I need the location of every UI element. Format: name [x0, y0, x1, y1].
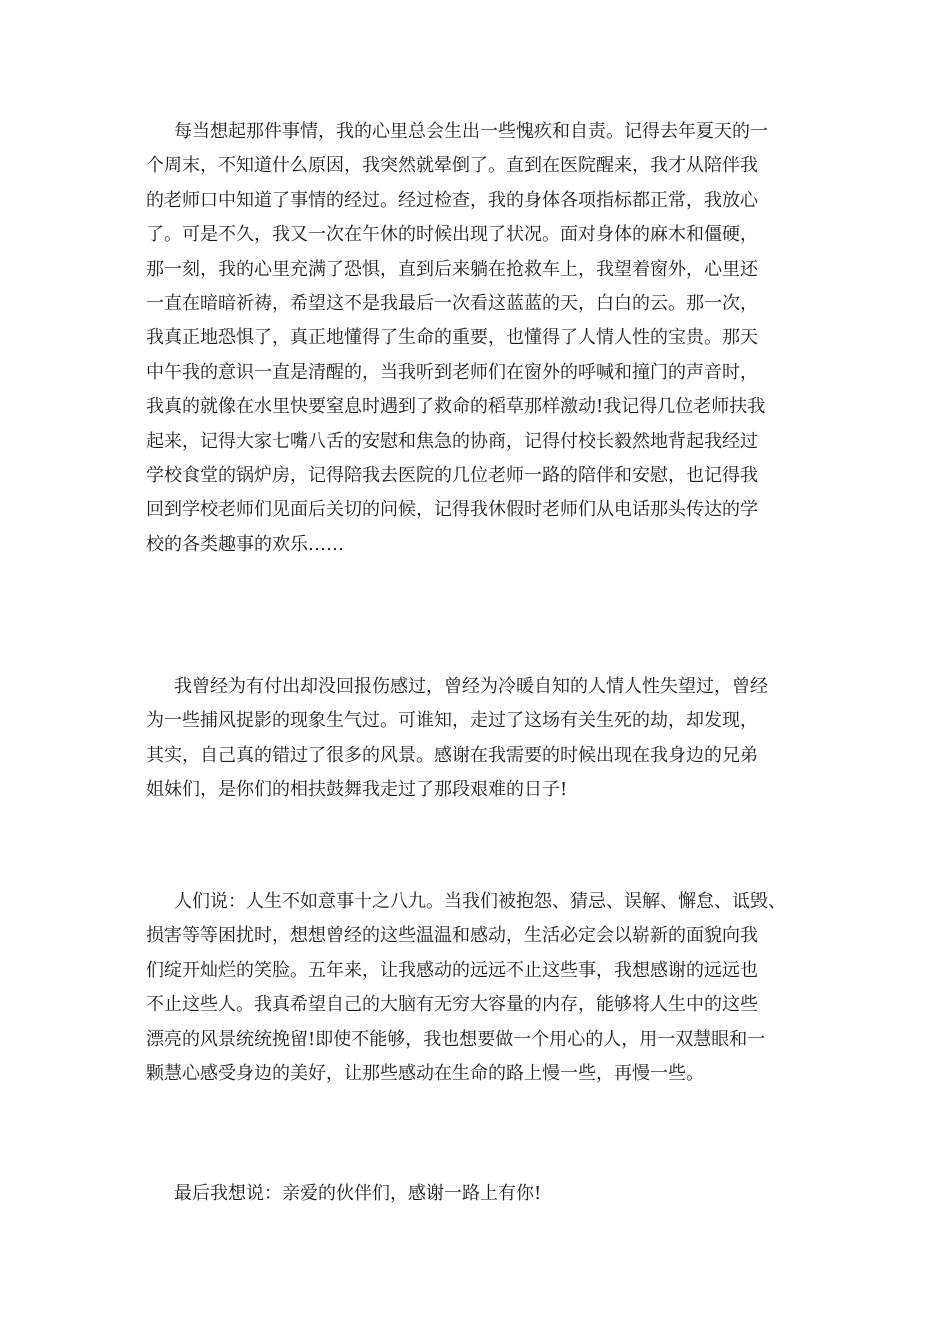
text-line: 起来，记得大家七嘴八舌的安慰和焦急的协商，记得付校长毅然地背起我经过: [146, 430, 758, 452]
text-line: 们绽开灿烂的笑脸。五年来，让我感动的远远不止这些事，我想感谢的远远也: [146, 959, 758, 981]
text-line: 了。可是不久，我又一次在午休的时候出现了状况。面对身体的麻木和僵硬，: [146, 224, 758, 246]
text-line: 学校食堂的锅炉房，记得陪我去医院的几位老师一路的陪伴和安慰，也记得我: [146, 464, 758, 486]
paragraph-3: [146, 885, 826, 1091]
text-line: 校的各类趣事的欢乐……: [146, 533, 344, 555]
text-line: 最后我想说：亲爱的伙伴们，感谢一路上有你!: [174, 1183, 542, 1204]
text-line: 人们说：人生不如意事十之八九。当我们被抱怨、猜忌、误解、懈怠、诋毁、: [174, 891, 786, 912]
text-line: 每当想起那件事情，我的心里总会生出一些愧疚和自责。记得去年夏天的一: [174, 121, 768, 142]
text-line: 回到学校老师们见面后关切的问候，记得我休假时老师们从电话那头传达的学: [146, 499, 758, 521]
text-line: 颗慧心感受身边的美好，让那些感动在生命的路上慢一些，再慢一些。: [146, 1062, 704, 1084]
text-line: 我真的就像在水里快要窒息时遇到了救命的稻草那样激动!我记得几位老师扶我: [146, 396, 766, 418]
text-line: 个周末，不知道什么原因，我突然就晕倒了。直到在医院醒来，我才从陪伴我: [146, 155, 758, 177]
text-line: 漂亮的风景统统挽留!即使不能够，我也想要做一个用心的人，用一双慧眼和一: [146, 1028, 766, 1050]
text-line: 损害等等困扰时，想想曾经的这些温温和感动，生活必定会以崭新的面貌向我: [146, 925, 758, 947]
text-line: 我曾经为有付出却没回报伤感过，曾经为冷暖自知的人情人性失望过，曾经: [174, 676, 768, 697]
text-line: 的老师口中知道了事情的经过。经过检查，我的身体各项指标都正常，我放心: [146, 189, 758, 211]
paragraph-4: [146, 1177, 826, 1211]
text-line: 我真正地恐惧了，真正地懂得了生命的重要，也懂得了人情人性的宝贵。那天: [146, 327, 758, 349]
text-line: 其实，自己真的错过了很多的风景。感谢在我需要的时候出现在我身边的兄弟: [146, 744, 758, 766]
text-line: 中午我的意识一直是清醒的，当我听到老师们在窗外的呼喊和撞门的声音时，: [146, 361, 758, 383]
text-line: 不止这些人。我真希望自己的大脑有无穷大容量的内存，能够将人生中的这些: [146, 994, 758, 1016]
paragraph-1: [146, 115, 826, 562]
text-line: 为一些捕风捉影的现象生气过。可谁知，走过了这场有关生死的劫，却发现，: [146, 710, 758, 732]
text-line: 一直在暗暗祈祷，希望这不是我最后一次看这蓝蓝的天，白白的云。那一次，: [146, 292, 758, 314]
text-line: 那一刻，我的心里充满了恐惧，直到后来躺在抢救车上，我望着窗外，心里还: [146, 258, 758, 280]
paragraph-2: [146, 670, 826, 808]
text-line: 姐妹们，是你们的相扶鼓舞我走过了那段艰难的日子!: [146, 779, 568, 801]
